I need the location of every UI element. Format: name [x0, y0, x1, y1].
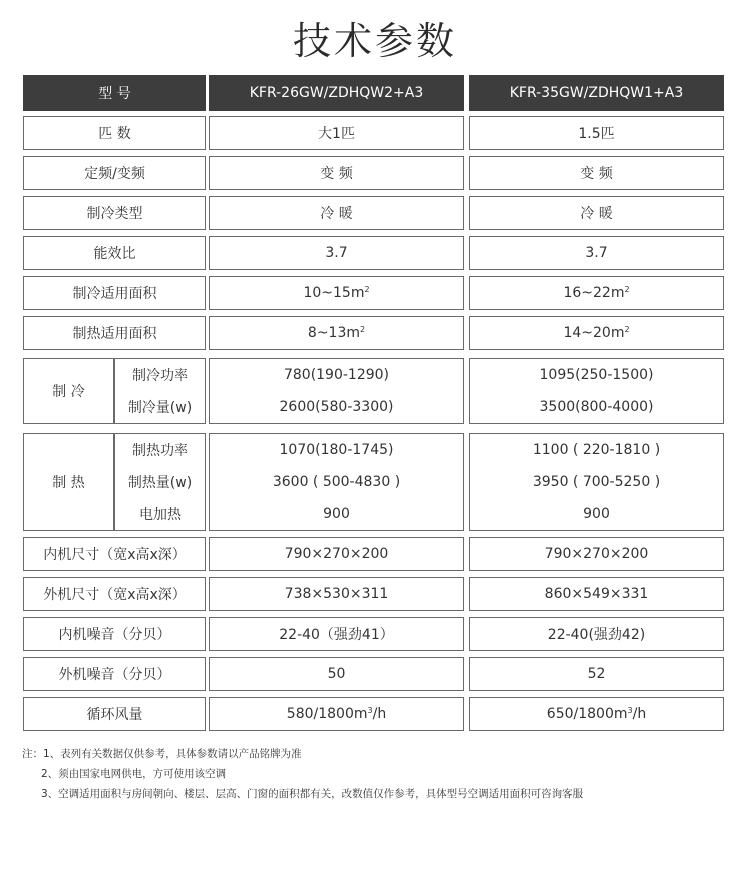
- notes: [22, 744, 583, 804]
- cooling-power-v2-row: [470, 359, 723, 391]
- cooling-group-label-cell: [23, 358, 114, 424]
- horsepower-label: 匹 数: [98, 126, 131, 142]
- cooling-v1-cell: [209, 358, 464, 424]
- indoor-noise-label: 内机噪音（分贝）: [58, 627, 171, 643]
- cooling-capacity-v2-row: [470, 391, 723, 423]
- header-label: 型 号: [98, 86, 131, 102]
- heating-power-label: 制热功率: [132, 443, 188, 459]
- heating-power-v2: 1100 ( 220-1810 ): [532, 442, 661, 458]
- outdoor-size-v1-cell: [209, 577, 464, 611]
- efficiency-v1: 3.7: [325, 245, 348, 261]
- indoor-size-v2-cell: [469, 537, 724, 571]
- indoor-size-v2: 790×270×200: [544, 546, 649, 562]
- heating-electric-v2: 900: [583, 506, 610, 522]
- outdoor-size-label-cell: [23, 577, 206, 611]
- inverter-v1-cell: [209, 156, 464, 190]
- cooling-capacity-v2: 3500(800-4000): [539, 399, 654, 415]
- efficiency-v2: 3.7: [585, 245, 608, 261]
- airflow-v1: 580/1800m: [286, 706, 368, 722]
- inverter-label-cell: [23, 156, 206, 190]
- indoor-noise-v2: 22-40(强劲42): [547, 627, 646, 643]
- cool-area-v1: 10~15m: [303, 285, 365, 301]
- heating-capacity-v1: 3600 ( 500-4830 ): [272, 474, 401, 490]
- heating-electric-v2-row: [470, 498, 723, 530]
- heating-group-label-cell: [23, 433, 114, 531]
- cooling-power-label-row: [115, 359, 205, 391]
- airflow-label: 循环风量: [86, 707, 143, 723]
- airflow-v1-cell: 580/1800m $^3$ /h: [209, 697, 464, 731]
- cooling-type-label: 制冷类型: [86, 206, 143, 222]
- airflow-v2: 650/1800m: [546, 706, 628, 722]
- cool-area-v1-cell: 10~15m $^2$: [209, 276, 464, 310]
- inverter-v2-cell: [469, 156, 724, 190]
- heating-capacity-v1-row: [210, 466, 463, 498]
- horsepower-v2-cell: [469, 116, 724, 150]
- note-line-2: [22, 764, 583, 784]
- horsepower-v2: 1.5匹: [578, 126, 615, 142]
- cooling-power-v1-row: [210, 359, 463, 391]
- heating-electric-v1: 900: [323, 506, 350, 522]
- heating-electric-label-row: [115, 498, 205, 530]
- note-1: 1、表列有关数据仅供参考，具体参数请以产品铭牌为准: [43, 748, 302, 760]
- airflow-v2-suffix: /h: [632, 706, 647, 722]
- outdoor-noise-v2-cell: [469, 657, 724, 691]
- cool-area-v2-cell: 16~22m $^2$: [469, 276, 724, 310]
- outdoor-noise-label: 外机噪音（分贝）: [58, 667, 171, 683]
- horsepower-v1-cell: [209, 116, 464, 150]
- heat-area-v1: 8~13m: [307, 325, 360, 341]
- cooling-group-label: 制 冷: [52, 384, 85, 400]
- outdoor-noise-v1: 50: [327, 666, 346, 682]
- cooling-power-v2: 1095(250-1500): [539, 367, 654, 383]
- outdoor-noise-label-cell: [23, 657, 206, 691]
- note-line-3: [22, 784, 583, 804]
- cooling-v2-cell: [469, 358, 724, 424]
- heating-capacity-v2: 3950 ( 700-5250 ): [532, 474, 661, 490]
- cool-area-label: 制冷适用面积: [72, 286, 157, 302]
- indoor-noise-v1: 22-40（强劲41）: [279, 627, 394, 643]
- heating-sub-labels-cell: [114, 433, 206, 531]
- horsepower-v1: 大1匹: [318, 126, 355, 142]
- heating-v2-cell: [469, 433, 724, 531]
- cooling-capacity-v1: 2600(580-3300): [279, 399, 394, 415]
- indoor-size-v1-cell: [209, 537, 464, 571]
- heat-area-v2: 14~20m: [563, 325, 625, 341]
- header-model1-cell: [209, 75, 464, 111]
- heat-area-v2-cell: 14~20m $^2$: [469, 316, 724, 350]
- outdoor-size-v1: 738×530×311: [284, 586, 389, 602]
- note-3: 3、空调适用面积与房间朝向、楼层、层高、门窗的面积都有关，改数值仅作参考，具体型号空调适用面积可咨询客服: [41, 788, 584, 800]
- heat-area-v1-cell: 8~13m $^2$: [209, 316, 464, 350]
- efficiency-v2-cell: [469, 236, 724, 270]
- note-line-1: [22, 744, 583, 764]
- heat-area-label-cell: [23, 316, 206, 350]
- inverter-v2: 变 频: [580, 166, 613, 182]
- cooling-power-v1: 780(190-1290): [283, 367, 390, 383]
- indoor-noise-v2-cell: [469, 617, 724, 651]
- horsepower-label-cell: [23, 116, 206, 150]
- cooling-power-label: 制冷功率: [132, 368, 188, 384]
- airflow-v2-cell: 650/1800m $^3$ /h: [469, 697, 724, 731]
- outdoor-size-v2: 860×549×331: [544, 586, 649, 602]
- heating-power-v1-row: [210, 434, 463, 466]
- page-title: 技术参数: [292, 19, 457, 63]
- heating-electric-v1-row: [210, 498, 463, 530]
- cooling-type-v1-cell: [209, 196, 464, 230]
- airflow-v1-suffix: /h: [372, 706, 387, 722]
- header-model2: KFR-35GW/ZDHQW1+A3: [509, 85, 684, 101]
- outdoor-size-label: 外机尺寸（宽x高x深）: [43, 587, 186, 603]
- indoor-size-label: 内机尺寸（宽x高x深）: [43, 547, 186, 563]
- inverter-label: 定频/变频: [84, 166, 145, 182]
- cool-area-v2: 16~22m: [563, 285, 625, 301]
- heating-power-v1: 1070(180-1745): [279, 442, 394, 458]
- heating-capacity-v2-row: [470, 466, 723, 498]
- indoor-noise-label-cell: [23, 617, 206, 651]
- header-label-cell: [23, 75, 206, 111]
- cooling-sub-labels-cell: [114, 358, 206, 424]
- cooling-capacity-label: 制冷量(w): [127, 400, 193, 416]
- outdoor-noise-v1-cell: [209, 657, 464, 691]
- cooling-type-v1: 冷 暖: [320, 206, 353, 222]
- outdoor-noise-v2: 52: [587, 666, 606, 682]
- cooling-type-v2-cell: [469, 196, 724, 230]
- heating-capacity-label: 制热量(w): [127, 475, 193, 491]
- cooling-type-v2: 冷 暖: [580, 206, 613, 222]
- efficiency-label: 能效比: [93, 246, 136, 262]
- heating-power-label-row: [115, 434, 205, 466]
- heating-power-v2-row: [470, 434, 723, 466]
- efficiency-label-cell: [23, 236, 206, 270]
- airflow-label-cell: [23, 697, 206, 731]
- cool-area-label-cell: [23, 276, 206, 310]
- heating-group-label: 制 热: [52, 475, 85, 491]
- indoor-size-label-cell: [23, 537, 206, 571]
- heating-capacity-label-row: [115, 466, 205, 498]
- outdoor-size-v2-cell: [469, 577, 724, 611]
- notes-prefix: 注：: [22, 748, 43, 760]
- cooling-capacity-label-row: [115, 391, 205, 423]
- efficiency-v1-cell: [209, 236, 464, 270]
- inverter-v1: 变 频: [320, 166, 353, 182]
- indoor-size-v1: 790×270×200: [284, 546, 389, 562]
- heating-v1-cell: [209, 433, 464, 531]
- heating-electric-label: 电加热: [139, 507, 181, 523]
- cooling-type-label-cell: [23, 196, 206, 230]
- header-model2-cell: [469, 75, 724, 111]
- indoor-noise-v1-cell: [209, 617, 464, 651]
- cooling-capacity-v1-row: [210, 391, 463, 423]
- heat-area-label: 制热适用面积: [72, 326, 157, 342]
- note-2: 2、须由国家电网供电，方可使用该空调: [41, 768, 227, 780]
- header-model1: KFR-26GW/ZDHQW2+A3: [249, 85, 424, 101]
